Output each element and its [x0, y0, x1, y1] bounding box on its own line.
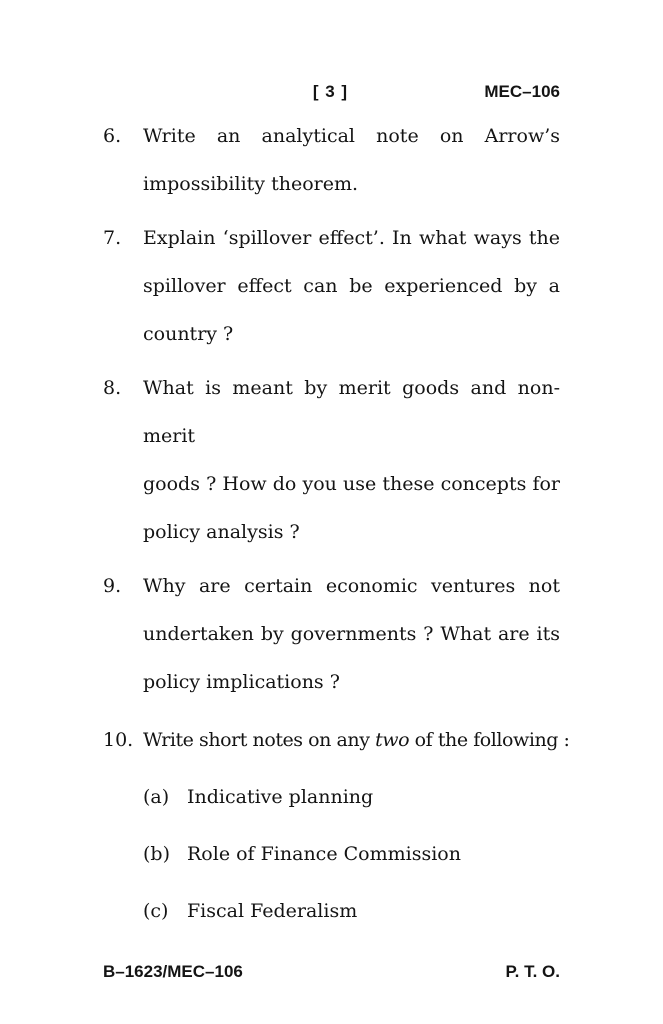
- question-6: [103, 112, 560, 208]
- question-8: [103, 364, 560, 556]
- sub-item-text: Fiscal Federalism: [187, 900, 358, 922]
- question-line: What is meant by merit goods and non-merit: [143, 377, 560, 447]
- question-7: [103, 214, 560, 358]
- sub-item-a: [143, 773, 560, 821]
- sub-item-b: [143, 830, 560, 878]
- question-line: impossibility theorem.: [143, 173, 359, 195]
- question-line: policy implications ?: [143, 671, 340, 693]
- question-number: 6.: [103, 125, 122, 147]
- question-text-emphasis: two: [375, 729, 410, 751]
- question-text: [143, 562, 560, 706]
- question-number: 10.: [103, 729, 134, 751]
- question-list: [103, 112, 570, 935]
- sub-item-c: [143, 887, 560, 935]
- pto-label: P. T. O.: [505, 962, 560, 981]
- question-line: policy analysis ?: [143, 521, 300, 543]
- question-line: Write an analytical note on Arrow’s: [143, 125, 560, 147]
- question-9: [103, 562, 560, 706]
- question-line: Explain ‘spillover effect’. In what ways the: [143, 227, 560, 249]
- page-number: [ 3 ]: [312, 82, 349, 101]
- question-line: Why are certain economic ventures not: [143, 575, 560, 597]
- question-10: [103, 716, 570, 935]
- question-line: spillover effect can be experienced by a: [143, 275, 560, 297]
- paper-code: B–1623/MEC–106: [103, 962, 243, 981]
- sub-item-label: (a): [143, 786, 170, 808]
- question-line: country ?: [143, 323, 234, 345]
- page-footer: [103, 960, 560, 984]
- sub-item-label: (b): [143, 843, 170, 865]
- question-text-prefix: Write short notes on any: [143, 729, 376, 751]
- question-text: [143, 364, 560, 556]
- question-number: 9.: [103, 575, 122, 597]
- sub-item-label: (c): [143, 900, 169, 922]
- question-line: [143, 716, 570, 764]
- question-text: [143, 214, 560, 358]
- question-text-suffix: of the following :: [409, 729, 570, 751]
- question-text: [143, 112, 560, 208]
- course-code: MEC–106: [484, 82, 560, 101]
- question-text: [143, 716, 570, 935]
- sub-item-text: Role of Finance Commission: [187, 843, 461, 865]
- question-line: undertaken by governments ? What are its: [143, 623, 560, 645]
- sub-item-text: Indicative planning: [187, 786, 374, 808]
- question-number: 8.: [103, 377, 122, 399]
- question-line: goods ? How do you use these concepts for: [143, 473, 560, 495]
- question-number: 7.: [103, 227, 122, 249]
- page-header: [103, 80, 560, 104]
